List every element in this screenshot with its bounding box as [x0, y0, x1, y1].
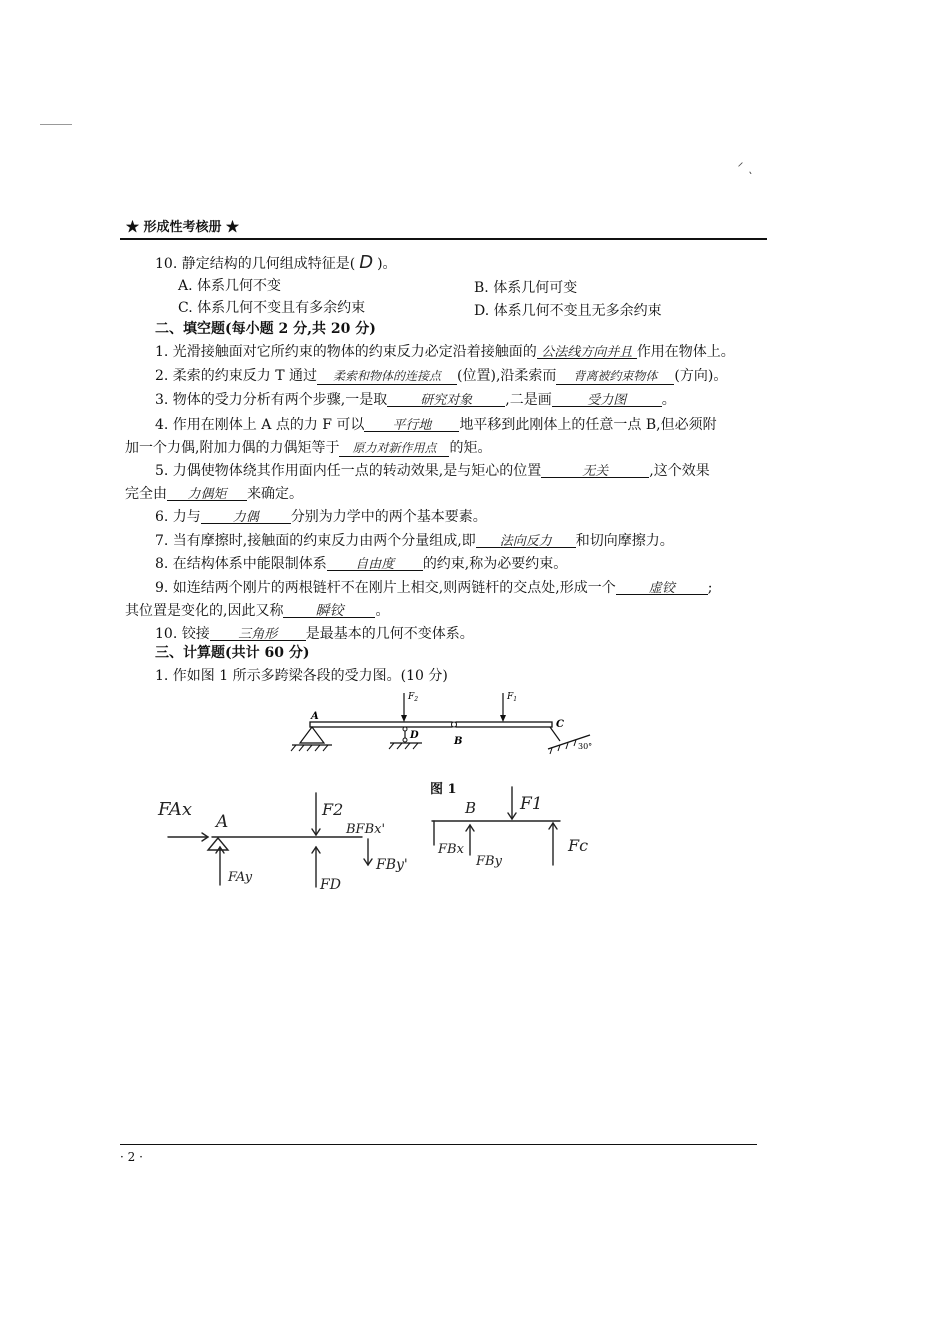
ground-hatch-a — [291, 745, 328, 751]
fill-q5-answer-2: 力偶矩 — [167, 483, 247, 501]
figure-1-caption: 图 1 — [430, 782, 457, 797]
fill-q2-answer-1: 柔索和物体的连接点 — [317, 367, 457, 385]
sketch-label-fc: Fc — [568, 836, 589, 855]
label-c: C — [556, 719, 564, 730]
fill-q9-cont: 其位置是变化的,因此又称 瞬铰 。 — [125, 600, 389, 620]
fill-q3-answer-1: 研究对象 — [387, 389, 505, 407]
fill-q9: 9. 如连结两个刚片的两根链杆不在刚片上相交,则两链杆的交点处,形成一个 虚铰 ; — [155, 577, 712, 597]
sketch-label-fax: FAx — [158, 799, 193, 820]
section-3-title: 三、计算题(共计 60 分) — [155, 645, 310, 661]
fill-q4: 4. 作用在刚体上 A 点的力 F 可以 平行地 地平移到此刚体上的任意一点 B,但必须附 — [155, 414, 717, 434]
fill-q2: 2. 柔索的约束反力 T 通过 柔索和物体的连接点 (位置),沿柔索而 背离被约束物体 (方向)。 — [155, 368, 728, 384]
q10-stem: 10. 静定结构的几何组成特征是( — [155, 256, 356, 272]
q10-stem-end: )。 — [377, 256, 397, 272]
section-2-title: 二、填空题(每小题 2 分,共 20 分) — [155, 321, 376, 337]
fill-q10-answer: 三角形 — [210, 623, 306, 641]
sketch-label-f2: F2 — [322, 800, 344, 819]
sketch-label-a: A — [216, 812, 229, 832]
fill-q5: 5. 力偶使物体绕其作用面内任一点的转动效果,是与矩心的位置 无关 ,这个效果 — [155, 460, 710, 480]
scan-mark-handwriting: ᐟ ˎ — [738, 160, 753, 174]
sketch-label-fd: FD — [320, 877, 341, 893]
support-a — [300, 727, 324, 743]
calc-q1: 1. 作如图 1 所示多跨梁各段的受力图。(10 分) — [155, 668, 448, 684]
figure-1-beam-diagram — [280, 685, 610, 770]
page-number: · 2 · — [120, 1150, 143, 1164]
hinge-b — [452, 722, 457, 727]
fill-q2-answer-2: 背离被约束物体 — [556, 367, 674, 385]
sketch-label-f1: F1 — [520, 794, 543, 814]
sketch-label-fby: FBy — [476, 854, 502, 869]
fill-q1-answer: 公法线方向并且 — [537, 341, 637, 359]
header-rule — [120, 238, 767, 240]
fill-q4-answer-2: 原力对新作用点 — [339, 439, 449, 457]
fill-q9-answer-1: 虚铰 — [616, 577, 708, 595]
fill-q3: 3. 物体的受力分析有两个步骤,一是取 研究对象 ,二是画 受力图 。 — [155, 389, 676, 409]
fill-q5-cont: 完全由 力偶矩 来确定。 — [125, 483, 303, 503]
label-b: B — [454, 736, 463, 747]
sketch-label-bfbx: BFBx' — [346, 822, 386, 837]
fill-q4-cont: 加一个力偶,附加力偶的力偶矩等于 原力对新作用点 的矩。 — [125, 440, 492, 456]
sketch-support-a — [208, 838, 228, 850]
fill-q7: 7. 当有摩擦时,接触面的约束反力由两个分量组成,即 法向反力 和切向摩擦力。 — [155, 530, 674, 550]
label-a: A — [311, 711, 319, 722]
fill-q6-answer: 力偶 — [201, 506, 291, 524]
q10-option-b: B. 体系几何可变 — [474, 280, 578, 296]
fill-q9-answer-2: 瞬铰 — [283, 600, 375, 618]
fill-q10: 10. 铰接 三角形 是最基本的几何不变体系。 — [155, 623, 474, 643]
sketch-label-fbx: FBx — [438, 842, 464, 857]
fill-q8: 8. 在结构体系中能限制体系 自由度 的约束,称为必要约束。 — [155, 553, 567, 573]
fill-q6: 6. 力与 力偶 分别为力学中的两个基本要素。 — [155, 506, 487, 526]
fill-q1: 1. 光滑接触面对它所约束的物体的约束反力必定沿着接触面的 公法线方向并且 作用在物体上。 — [155, 341, 735, 361]
handwritten-free-body-diagram — [150, 785, 610, 895]
page-header: ★ 形成性考核册 ★ — [126, 220, 240, 235]
sketch-label-fby-prime: FBy' — [376, 857, 408, 873]
label-f2: $F_2$ — [408, 692, 419, 703]
beam-right-segment — [456, 722, 552, 727]
fill-q4-answer-1: 平行地 — [364, 414, 459, 432]
fill-q3-answer-2: 受力图 — [552, 389, 662, 407]
fill-q8-answer: 自由度 — [327, 553, 423, 571]
label-d: D — [410, 730, 419, 741]
label-angle: 30° — [578, 742, 593, 751]
fill-q7-answer: 法向反力 — [476, 530, 576, 548]
beam-left-segment — [310, 722, 452, 727]
fill-q5-answer-1: 无关 — [541, 460, 649, 478]
sketch-label-b: B — [465, 799, 477, 817]
q10-answer: D — [359, 252, 374, 273]
sketch-label-fay: FAy — [228, 870, 253, 885]
label-f1: $F_1$ — [507, 692, 518, 703]
footer-rule — [120, 1144, 757, 1145]
q10-option-d: D. 体系几何不变且无多余约束 — [474, 303, 662, 319]
q10-option-a: A. 体系几何不变 — [178, 278, 282, 294]
q10-option-c: C. 体系几何不变且有多余约束 — [178, 300, 366, 316]
question-10 — [155, 252, 397, 273]
scan-mark — [40, 124, 72, 125]
ground-hatch-d — [389, 743, 418, 749]
